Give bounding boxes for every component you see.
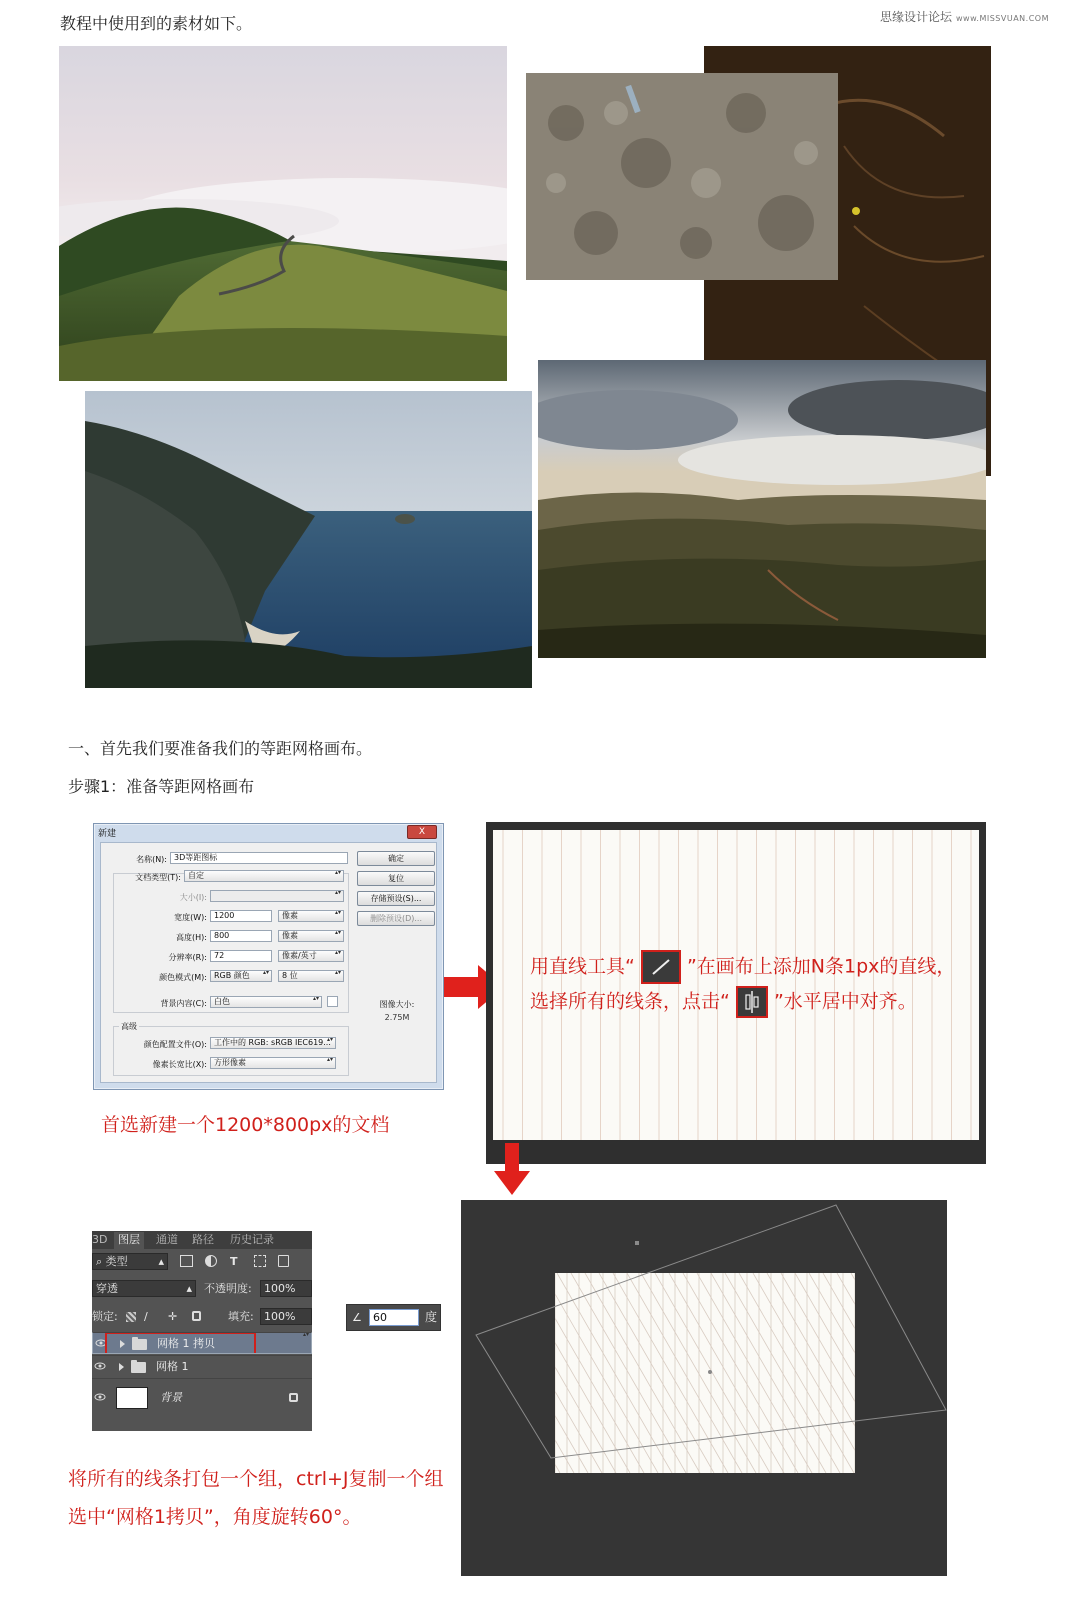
angle-icon: ∠ <box>352 1311 362 1324</box>
advanced-label: 高级 <box>121 1022 137 1031</box>
transform-handle <box>635 1241 639 1245</box>
vertical-lines <box>493 830 979 1140</box>
lock-transparent-icon[interactable] <box>126 1312 136 1322</box>
height-field[interactable]: 800 <box>210 930 272 942</box>
resolution-unit-select[interactable]: 像素/英寸 ▴▾ <box>278 950 344 962</box>
lock-icon[interactable] <box>192 1311 201 1321</box>
layer-filter-select[interactable] <box>92 1253 168 1270</box>
smart-object-filter-icon[interactable] <box>278 1255 289 1267</box>
grid-line <box>851 1273 947 1473</box>
tab-3d[interactable]: 3D <box>92 1233 108 1246</box>
preset-select[interactable]: 自定 ▴▾ <box>184 870 344 882</box>
angle-control <box>346 1304 441 1331</box>
fill-field[interactable] <box>260 1308 312 1325</box>
step-heading: 步骤1：准备等距网格画布 <box>68 777 255 796</box>
layer-row-grid-copy[interactable] <box>92 1332 312 1354</box>
size-label: 大小(I): <box>179 893 207 902</box>
image-size-label: 图像大小: <box>379 1000 415 1009</box>
eye-icon[interactable] <box>94 1391 106 1403</box>
caption-group-line-2: 选中“网格1拷贝”，角度旋转60°。 <box>68 1506 362 1528</box>
layer-row-grid[interactable] <box>92 1355 312 1377</box>
instruction-line-2 <box>530 986 917 1018</box>
new-document-dialog <box>93 823 444 1090</box>
background-label: 背景内容(C): <box>160 999 207 1008</box>
caption-group-line-1: 将所有的线条打包一个组，ctrl+J复制一个组 <box>68 1468 444 1490</box>
grid-line <box>461 1273 476 1473</box>
profile-label: 颜色配置文件(O): <box>143 1040 207 1049</box>
dialog-body <box>100 842 437 1083</box>
grid-line <box>461 1273 504 1473</box>
background-select[interactable]: 白色 ▴▾ <box>210 996 322 1008</box>
canvas-rotated-grid <box>461 1200 947 1576</box>
tab-history[interactable]: 历史记录 <box>230 1233 274 1246</box>
instruction-line-1 <box>530 950 955 984</box>
chevron-down-icon: ▴ <box>186 1282 192 1295</box>
grid-line <box>865 1273 947 1473</box>
shape-filter-icon[interactable] <box>254 1255 266 1267</box>
layer-thumbnail <box>116 1387 148 1409</box>
grid-line <box>907 1273 947 1473</box>
photo-misty-hills <box>59 46 507 381</box>
filter-label: 类型 <box>105 1255 128 1268</box>
tab-paths[interactable]: 路径 <box>192 1233 214 1246</box>
canvas-vertical-lines <box>486 822 986 1164</box>
move-icon[interactable]: ✛ <box>168 1310 178 1323</box>
instruction-line1-a: 用直线工具“ <box>530 955 635 978</box>
watermark-cn: 思缘设计论坛 <box>880 10 953 24</box>
expand-icon[interactable] <box>119 1363 124 1371</box>
watermark-url: www.MISSVUAN.COM <box>956 14 1049 23</box>
grid-line <box>461 1273 546 1473</box>
save-preset-button[interactable]: 存储预设(S)... <box>357 891 435 906</box>
angle-unit: 度 <box>425 1310 438 1324</box>
fill-value: 100% <box>264 1310 296 1323</box>
aspect-select[interactable]: 方形像素 ▴▾ <box>210 1057 336 1069</box>
name-label: 名称(N): <box>136 855 167 864</box>
width-unit-select[interactable]: 像素 ▴▾ <box>278 910 344 922</box>
photo-valley <box>538 360 986 658</box>
close-button[interactable]: X <box>407 825 437 839</box>
align-horizontal-center-icon <box>736 986 768 1018</box>
brush-icon[interactable]: ∕ <box>144 1310 148 1323</box>
height-unit-select[interactable]: 像素 ▴▾ <box>278 930 344 942</box>
reset-button[interactable]: 复位 <box>357 871 435 886</box>
highlight-box <box>105 1332 256 1354</box>
grid-line <box>461 1273 490 1473</box>
type-filter-icon[interactable]: T <box>230 1255 238 1268</box>
blend-mode-select[interactable] <box>92 1280 196 1297</box>
instruction-line2-b: ”水平居中对齐。 <box>773 990 917 1013</box>
grid-line <box>461 1273 518 1473</box>
layer-row-background[interactable] <box>92 1378 312 1416</box>
grid-line <box>893 1273 947 1473</box>
photo-coast <box>85 391 532 688</box>
instruction-line2-a: 选择所有的线条，点击“ <box>530 990 730 1013</box>
tab-layers[interactable]: 图层 <box>114 1232 144 1249</box>
watermark <box>880 8 1049 25</box>
line-tool-icon <box>641 950 681 984</box>
delete-preset-button[interactable]: 删除预设(D)... <box>357 911 435 926</box>
document-area <box>555 1273 855 1473</box>
grid-line <box>921 1273 947 1473</box>
blend-mode-value: 穿透 <box>96 1282 118 1295</box>
lock-icon <box>289 1393 298 1402</box>
resolution-label: 分辨率(R): <box>168 953 207 962</box>
angle-input[interactable]: 60 <box>369 1309 419 1326</box>
photo-grey-ground <box>526 73 838 280</box>
color-mode-select[interactable]: RGB 颜色 ▴▾ <box>210 970 272 982</box>
folder-icon <box>131 1362 146 1373</box>
intro-text: 教程中使用到的素材如下。 <box>60 14 253 33</box>
transform-center <box>708 1370 712 1374</box>
opacity-value: 100% <box>264 1282 296 1295</box>
opacity-label: 不透明度: <box>204 1282 252 1295</box>
profile-select[interactable]: 工作中的 RGB: sRGB IEC619... ▴▾ <box>210 1037 336 1049</box>
layers-panel <box>92 1231 312 1431</box>
eye-icon[interactable] <box>94 1360 106 1372</box>
rotated-grid-svg <box>461 1200 947 1576</box>
dialog-title: 新建 <box>98 829 117 839</box>
grid-line <box>935 1273 947 1473</box>
ok-button[interactable]: 确定 <box>357 851 435 866</box>
chevron-down-icon: ▴ <box>158 1255 164 1268</box>
bit-depth-select[interactable]: 8 位 ▴▾ <box>278 970 344 982</box>
layer-name: 网格 1 拷贝 <box>157 1337 215 1350</box>
layer-name: 网格 1 <box>156 1360 189 1373</box>
size-select[interactable] <box>210 890 344 902</box>
name-field[interactable]: 3D等距图标 <box>170 852 348 864</box>
background-color-swatch[interactable] <box>327 996 338 1007</box>
grid-line <box>461 1273 560 1473</box>
instruction-line1-b: ”在画布上添加N条1px的直线， <box>686 955 956 978</box>
section-heading: 一、首先我们要准备我们的等距网格画布。 <box>68 739 373 758</box>
caption-new-doc: 首选新建一个1200*800px的文档 <box>101 1114 390 1136</box>
width-field[interactable]: 1200 <box>210 910 272 922</box>
preset-label: 文档类型(T): <box>135 873 181 882</box>
adjustment-filter-icon[interactable] <box>205 1255 217 1267</box>
search-icon: ⌕ <box>96 1255 103 1268</box>
aspect-label: 像素长宽比(X): <box>152 1060 207 1069</box>
lock-label: 锁定: <box>92 1310 118 1323</box>
arrow-down-icon <box>494 1143 530 1195</box>
color-mode-label: 颜色模式(M): <box>159 973 207 982</box>
canvas-area <box>493 830 979 1140</box>
pixel-filter-icon[interactable] <box>180 1255 193 1267</box>
height-label: 高度(H): <box>176 933 207 942</box>
panel-tabs <box>92 1231 312 1249</box>
width-label: 宽度(W): <box>174 913 207 922</box>
tab-channels[interactable]: 通道 <box>156 1233 178 1246</box>
opacity-field[interactable] <box>260 1280 312 1297</box>
image-size-value: 2.75M <box>384 1013 410 1022</box>
grid-line <box>879 1273 947 1473</box>
resolution-field[interactable]: 72 <box>210 950 272 962</box>
fill-label: 填充: <box>228 1310 254 1323</box>
layer-name: 背景 <box>160 1391 182 1404</box>
grid-line <box>461 1273 532 1473</box>
